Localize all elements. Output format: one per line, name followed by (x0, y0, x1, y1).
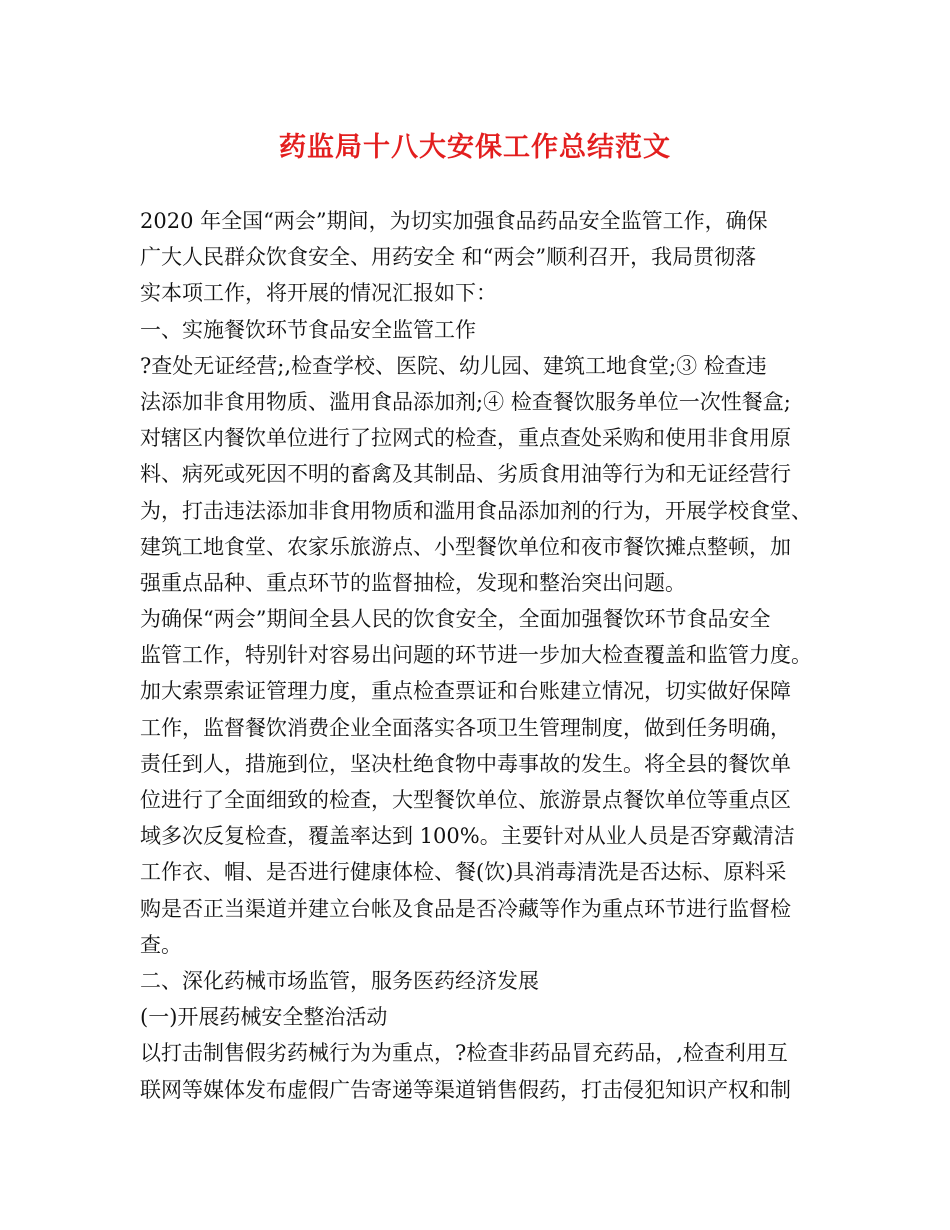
body-line: 为，打击违法添加非食用物质和滥用食品添加剂的行为，开展学校食堂、 (140, 498, 812, 523)
body-line: 位进行了全面细致的检查，大型餐饮单位、旅游景点餐饮单位等重点区 (140, 788, 791, 812)
body-line: 查。 (140, 932, 182, 957)
body-line: 建筑工地食堂、农家乐旅游点、小型餐饮单位和夜市餐饮摊点整顿，加 (140, 534, 791, 559)
subsection-heading: (一)开展药械安全整治活动 (140, 1005, 388, 1030)
body-line: 域多次反复检查，覆盖率达到 100%。主要针对从业人员是否穿戴清洁 (140, 824, 795, 849)
body-line: 广大人民群众饮食安全、用药安全 和“两会”顺利召开，我局贯彻落 (140, 245, 757, 270)
document-title: 药监局十八大安保工作总结范文 (279, 132, 671, 163)
body-line: 对辖区内餐饮单位进行了拉网式的检查，重点查处采购和使用非食用原 (140, 426, 791, 451)
body-line: 购是否正当渠道并建立台帐及食品是否冷藏等作为重点环节进行监督检 (140, 896, 791, 921)
body-line: 法添加非食用物质、滥用食品添加剂;④ 检查餐饮服务单位一次性餐盒; (140, 389, 791, 414)
body-line: 料、病死或死因不明的畜禽及其制品、劣质食用油等行为和无证经营行 (140, 462, 791, 487)
body-line: 联网等媒体发布虚假广告寄递等渠道销售假药，打击侵犯知识产权和制 (140, 1077, 791, 1102)
body-line: 为确保“两会”期间全县人民的饮食安全，全面加强餐饮环节食品安全 (140, 607, 771, 632)
section-heading: 一、实施餐饮环节食品安全监管工作 (140, 317, 476, 342)
body-line: ?查处无证经营;,检查学校、医院、幼儿园、建筑工地食堂;③ 检查违 (140, 353, 767, 378)
section-heading: 二、深化药械市场监管，服务医药经济发展 (140, 968, 539, 993)
body-line: 加大索票索证管理力度，重点检查票证和台账建立情况，切实做好保障 (140, 679, 791, 704)
body-line: 2020 年全国“两会”期间，为切实加强食品药品安全监管工作，确保 (140, 209, 768, 233)
body-line: 工作衣、帽、是否进行健康体检、餐(饮)具消毒清洗是否达标、原料采 (140, 860, 787, 885)
body-line: 监管工作，特别针对容易出问题的环节进一步加大检查覆盖和监管力度。 (140, 643, 812, 668)
body-line: 工作，监督餐饮消费企业全面落实各项卫生管理制度，做到任务明确， (140, 715, 791, 740)
body-line: 以打击制售假劣药械行为为重点，?检查非药品冒充药品，,检查利用互 (140, 1041, 788, 1066)
body-line: 实本项工作，将开展的情况汇报如下： (140, 281, 497, 306)
body-line: 责任到人，措施到位，坚决杜绝食物中毒事故的发生。将全县的餐饮单 (140, 751, 791, 776)
body-line: 强重点品种、重点环节的监督抽检，发现和整治突出问题。 (140, 570, 686, 595)
document-body (140, 203, 830, 1108)
